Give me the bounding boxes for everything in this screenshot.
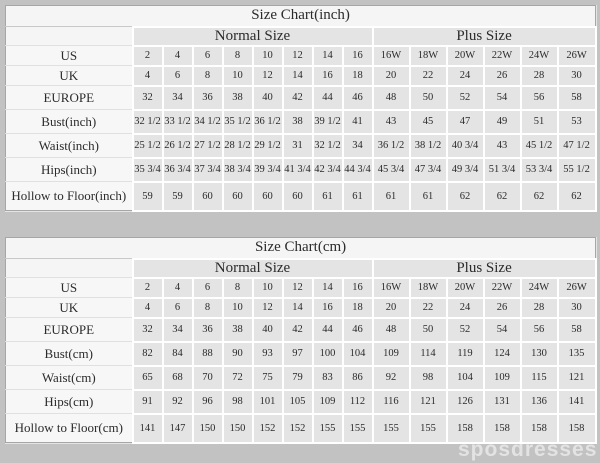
table-cell: 6 (193, 46, 223, 66)
row-label: EUROPE (6, 318, 133, 342)
table-cell: 24W (521, 278, 558, 298)
row-label: UK (6, 66, 133, 86)
table-cell: 16W (373, 278, 410, 298)
table-cell: 119 (447, 342, 484, 366)
table-cell: 109 (373, 342, 410, 366)
table-cell: 26 (484, 298, 521, 318)
size-chart-cm (5, 237, 595, 444)
table-cell: 26 (484, 66, 521, 86)
table-cell: 62 (484, 182, 521, 211)
table-cell: 60 (283, 182, 313, 211)
table-cell: 41 (343, 110, 373, 134)
table-cell: 14 (313, 46, 343, 66)
table-cell: 42 (283, 318, 313, 342)
table-cell: 36 1/2 (373, 134, 410, 158)
table-cell: 8 (193, 66, 223, 86)
table-cell: 36 3/4 (163, 158, 193, 182)
table-cell: 61 (373, 182, 410, 211)
table-cell: 4 (163, 46, 193, 66)
table-cell: 16 (313, 298, 343, 318)
table-cell: 115 (521, 366, 558, 390)
table-cell: 30 (558, 66, 596, 86)
table-cell: 141 (558, 390, 596, 414)
table-cell: 28 1/2 (223, 134, 253, 158)
table-cell: 96 (193, 390, 223, 414)
table-cell: 10 (223, 298, 253, 318)
size-chart-inch (5, 5, 595, 212)
table-cell: 47 3/4 (410, 158, 447, 182)
table-cell: 43 (484, 134, 521, 158)
table-cell: 58 (558, 318, 596, 342)
table-cell: 12 (283, 278, 313, 298)
table-cell: 56 (521, 86, 558, 110)
table-cell: 26W (558, 46, 596, 66)
table-cell: 35 1/2 (223, 110, 253, 134)
table-cell: 35 3/4 (133, 158, 163, 182)
row-label: US (6, 46, 133, 66)
table-cell: 14 (283, 66, 313, 86)
table-cell: 52 (447, 86, 484, 110)
table-cell: 4 (133, 298, 163, 318)
table-cell: 158 (521, 414, 558, 443)
table-cell: 88 (193, 342, 223, 366)
table-cell: 60 (223, 182, 253, 211)
table-cell: 158 (447, 414, 484, 443)
table-row (6, 318, 596, 342)
table-cell: 22W (484, 278, 521, 298)
table-cell: 116 (373, 390, 410, 414)
table-cell: 12 (253, 66, 283, 86)
table-cell: 65 (133, 366, 163, 390)
table-cell: 56 (521, 318, 558, 342)
table-cell: 60 (253, 182, 283, 211)
table-cell: 34 (343, 134, 373, 158)
table-cell: 20W (447, 46, 484, 66)
table-cell: 62 (521, 182, 558, 211)
table-cell: 41 3/4 (283, 158, 313, 182)
table-row (6, 66, 596, 86)
row-label: Waist(inch) (6, 134, 133, 158)
table-cell: 43 (373, 110, 410, 134)
table-row (6, 366, 596, 390)
table-cell: 14 (313, 278, 343, 298)
corner-cell (6, 259, 133, 278)
row-label: Waist(cm) (6, 366, 133, 390)
table-cell: 52 (447, 318, 484, 342)
table-cell: 61 (313, 182, 343, 211)
table-cell: 61 (343, 182, 373, 211)
table-cell: 42 3/4 (313, 158, 343, 182)
table-cell: 38 1/2 (410, 134, 447, 158)
table-cell: 51 3/4 (484, 158, 521, 182)
table-cell: 10 (253, 46, 283, 66)
table-cell: 50 (410, 318, 447, 342)
column-group-header: Normal Size (133, 27, 373, 46)
table-cell: 36 1/2 (253, 110, 283, 134)
table-cell: 62 (558, 182, 596, 211)
table-cell: 18W (410, 46, 447, 66)
table-cell: 6 (193, 278, 223, 298)
table-cell: 131 (484, 390, 521, 414)
table-cell: 68 (163, 366, 193, 390)
table-cell: 38 (223, 318, 253, 342)
table-cell: 8 (223, 278, 253, 298)
table-cell: 104 (447, 366, 484, 390)
row-label: US (6, 278, 133, 298)
table-row (6, 390, 596, 414)
table-cell: 22 (410, 298, 447, 318)
table-cell: 28 (521, 66, 558, 86)
table-cell: 22W (484, 46, 521, 66)
table-cell: 27 1/2 (193, 134, 223, 158)
table-cell: 36 (193, 318, 223, 342)
table-cell: 75 (253, 366, 283, 390)
table-cell: 109 (484, 366, 521, 390)
table-cell: 16 (313, 66, 343, 86)
column-group-header: Normal Size (133, 259, 373, 278)
table-cell: 30 (558, 298, 596, 318)
table-cell: 8 (223, 46, 253, 66)
table-row (6, 278, 596, 298)
table-cell: 38 3/4 (223, 158, 253, 182)
table-cell: 59 (163, 182, 193, 211)
size-chart-inch-table (5, 5, 597, 212)
table-cell: 6 (163, 66, 193, 86)
row-label: UK (6, 298, 133, 318)
table-cell: 58 (558, 86, 596, 110)
table-cell: 150 (223, 414, 253, 443)
table-cell: 155 (410, 414, 447, 443)
table-cell: 16W (373, 46, 410, 66)
table-cell: 97 (283, 342, 313, 366)
table-cell: 45 3/4 (373, 158, 410, 182)
corner-cell (6, 27, 133, 46)
table-cell: 82 (133, 342, 163, 366)
table-cell: 26W (558, 278, 596, 298)
table-cell: 126 (447, 390, 484, 414)
table-cell: 155 (313, 414, 343, 443)
table-row (6, 298, 596, 318)
table-cell: 86 (343, 366, 373, 390)
table-cell: 158 (558, 414, 596, 443)
table-cell: 49 (484, 110, 521, 134)
table-cell: 147 (163, 414, 193, 443)
row-label: Bust(cm) (6, 342, 133, 366)
table-cell: 44 (313, 86, 343, 110)
table-cell: 20 (373, 66, 410, 86)
table-cell: 18 (343, 298, 373, 318)
table-row (6, 110, 596, 134)
table-cell: 100 (313, 342, 343, 366)
table-cell: 20W (447, 278, 484, 298)
table-cell: 46 (343, 86, 373, 110)
table-cell: 104 (343, 342, 373, 366)
table-cell: 22 (410, 66, 447, 86)
table-cell: 32 1/2 (133, 110, 163, 134)
table-cell: 90 (223, 342, 253, 366)
table-cell: 34 1/2 (193, 110, 223, 134)
table-cell: 91 (133, 390, 163, 414)
table-title: Size Chart(inch) (6, 6, 596, 27)
table-cell: 18 (343, 66, 373, 86)
table-cell: 4 (133, 66, 163, 86)
table-cell: 40 (253, 86, 283, 110)
row-label: Bust(inch) (6, 110, 133, 134)
row-label: Hollow to Floor(inch) (6, 182, 133, 211)
table-cell: 93 (253, 342, 283, 366)
table-cell: 42 (283, 86, 313, 110)
table-cell: 112 (343, 390, 373, 414)
table-cell: 48 (373, 86, 410, 110)
table-cell: 38 (283, 110, 313, 134)
table-cell: 54 (484, 86, 521, 110)
table-cell: 59 (133, 182, 163, 211)
column-group-header: Plus Size (373, 259, 596, 278)
table-cell: 10 (253, 278, 283, 298)
table-cell: 32 1/2 (313, 134, 343, 158)
table-cell: 10 (223, 66, 253, 86)
table-cell: 39 3/4 (253, 158, 283, 182)
table-cell: 84 (163, 342, 193, 366)
table-cell: 46 (343, 318, 373, 342)
table-cell: 39 1/2 (313, 110, 343, 134)
size-chart-cm-table (5, 237, 597, 444)
table-cell: 152 (253, 414, 283, 443)
table-cell: 32 (133, 86, 163, 110)
table-cell: 4 (163, 278, 193, 298)
table-cell: 55 1/2 (558, 158, 596, 182)
table-cell: 150 (193, 414, 223, 443)
table-row (6, 86, 596, 110)
table-cell: 98 (223, 390, 253, 414)
table-cell: 45 (410, 110, 447, 134)
table-cell: 8 (193, 298, 223, 318)
table-cell: 2 (133, 278, 163, 298)
table-cell: 24 (447, 298, 484, 318)
table-cell: 79 (283, 366, 313, 390)
table-cell: 92 (163, 390, 193, 414)
table-cell: 136 (521, 390, 558, 414)
table-cell: 109 (313, 390, 343, 414)
table-row (6, 414, 596, 443)
table-cell: 24 (447, 66, 484, 86)
watermark: sposdresses (458, 438, 598, 461)
table-cell: 28 (521, 298, 558, 318)
table-cell: 40 (253, 318, 283, 342)
table-row (6, 158, 596, 182)
table-cell: 70 (193, 366, 223, 390)
table-cell: 135 (558, 342, 596, 366)
column-group-header: Plus Size (373, 27, 596, 46)
table-cell: 60 (193, 182, 223, 211)
table-cell: 45 1/2 (521, 134, 558, 158)
table-cell: 44 (313, 318, 343, 342)
table-cell: 26 1/2 (163, 134, 193, 158)
table-cell: 155 (343, 414, 373, 443)
table-cell: 32 (133, 318, 163, 342)
table-cell: 48 (373, 318, 410, 342)
table-cell: 12 (283, 46, 313, 66)
table-cell: 158 (484, 414, 521, 443)
table-cell: 33 1/2 (163, 110, 193, 134)
table-title: Size Chart(cm) (6, 238, 596, 259)
table-cell: 105 (283, 390, 313, 414)
table-cell: 141 (133, 414, 163, 443)
table-cell: 2 (133, 46, 163, 66)
table-row (6, 182, 596, 211)
table-row (6, 46, 596, 66)
table-cell: 53 (558, 110, 596, 134)
table-cell: 25 1/2 (133, 134, 163, 158)
table-cell: 34 (163, 86, 193, 110)
table-row (6, 134, 596, 158)
table-cell: 40 3/4 (447, 134, 484, 158)
table-cell: 72 (223, 366, 253, 390)
table-cell: 31 (283, 134, 313, 158)
table-cell: 92 (373, 366, 410, 390)
table-cell: 47 1/2 (558, 134, 596, 158)
table-cell: 152 (283, 414, 313, 443)
table-cell: 44 3/4 (343, 158, 373, 182)
table-cell: 51 (521, 110, 558, 134)
table-cell: 16 (343, 46, 373, 66)
table-cell: 16 (343, 278, 373, 298)
table-cell: 98 (410, 366, 447, 390)
table-cell: 54 (484, 318, 521, 342)
table-cell: 121 (558, 366, 596, 390)
table-cell: 18W (410, 278, 447, 298)
table-row (6, 342, 596, 366)
row-label: Hips(cm) (6, 390, 133, 414)
table-cell: 12 (253, 298, 283, 318)
table-cell: 114 (410, 342, 447, 366)
table-cell: 62 (447, 182, 484, 211)
table-cell: 36 (193, 86, 223, 110)
row-label: Hollow to Floor(cm) (6, 414, 133, 443)
table-cell: 34 (163, 318, 193, 342)
row-label: Hips(inch) (6, 158, 133, 182)
table-cell: 61 (410, 182, 447, 211)
table-cell: 124 (484, 342, 521, 366)
row-label: EUROPE (6, 86, 133, 110)
table-cell: 6 (163, 298, 193, 318)
table-cell: 49 3/4 (447, 158, 484, 182)
table-cell: 130 (521, 342, 558, 366)
table-cell: 14 (283, 298, 313, 318)
table-cell: 29 1/2 (253, 134, 283, 158)
table-cell: 20 (373, 298, 410, 318)
table-cell: 24W (521, 46, 558, 66)
table-cell: 53 3/4 (521, 158, 558, 182)
table-cell: 101 (253, 390, 283, 414)
table-cell: 155 (373, 414, 410, 443)
table-cell: 37 3/4 (193, 158, 223, 182)
table-cell: 47 (447, 110, 484, 134)
table-cell: 121 (410, 390, 447, 414)
table-cell: 38 (223, 86, 253, 110)
table-cell: 50 (410, 86, 447, 110)
table-cell: 83 (313, 366, 343, 390)
